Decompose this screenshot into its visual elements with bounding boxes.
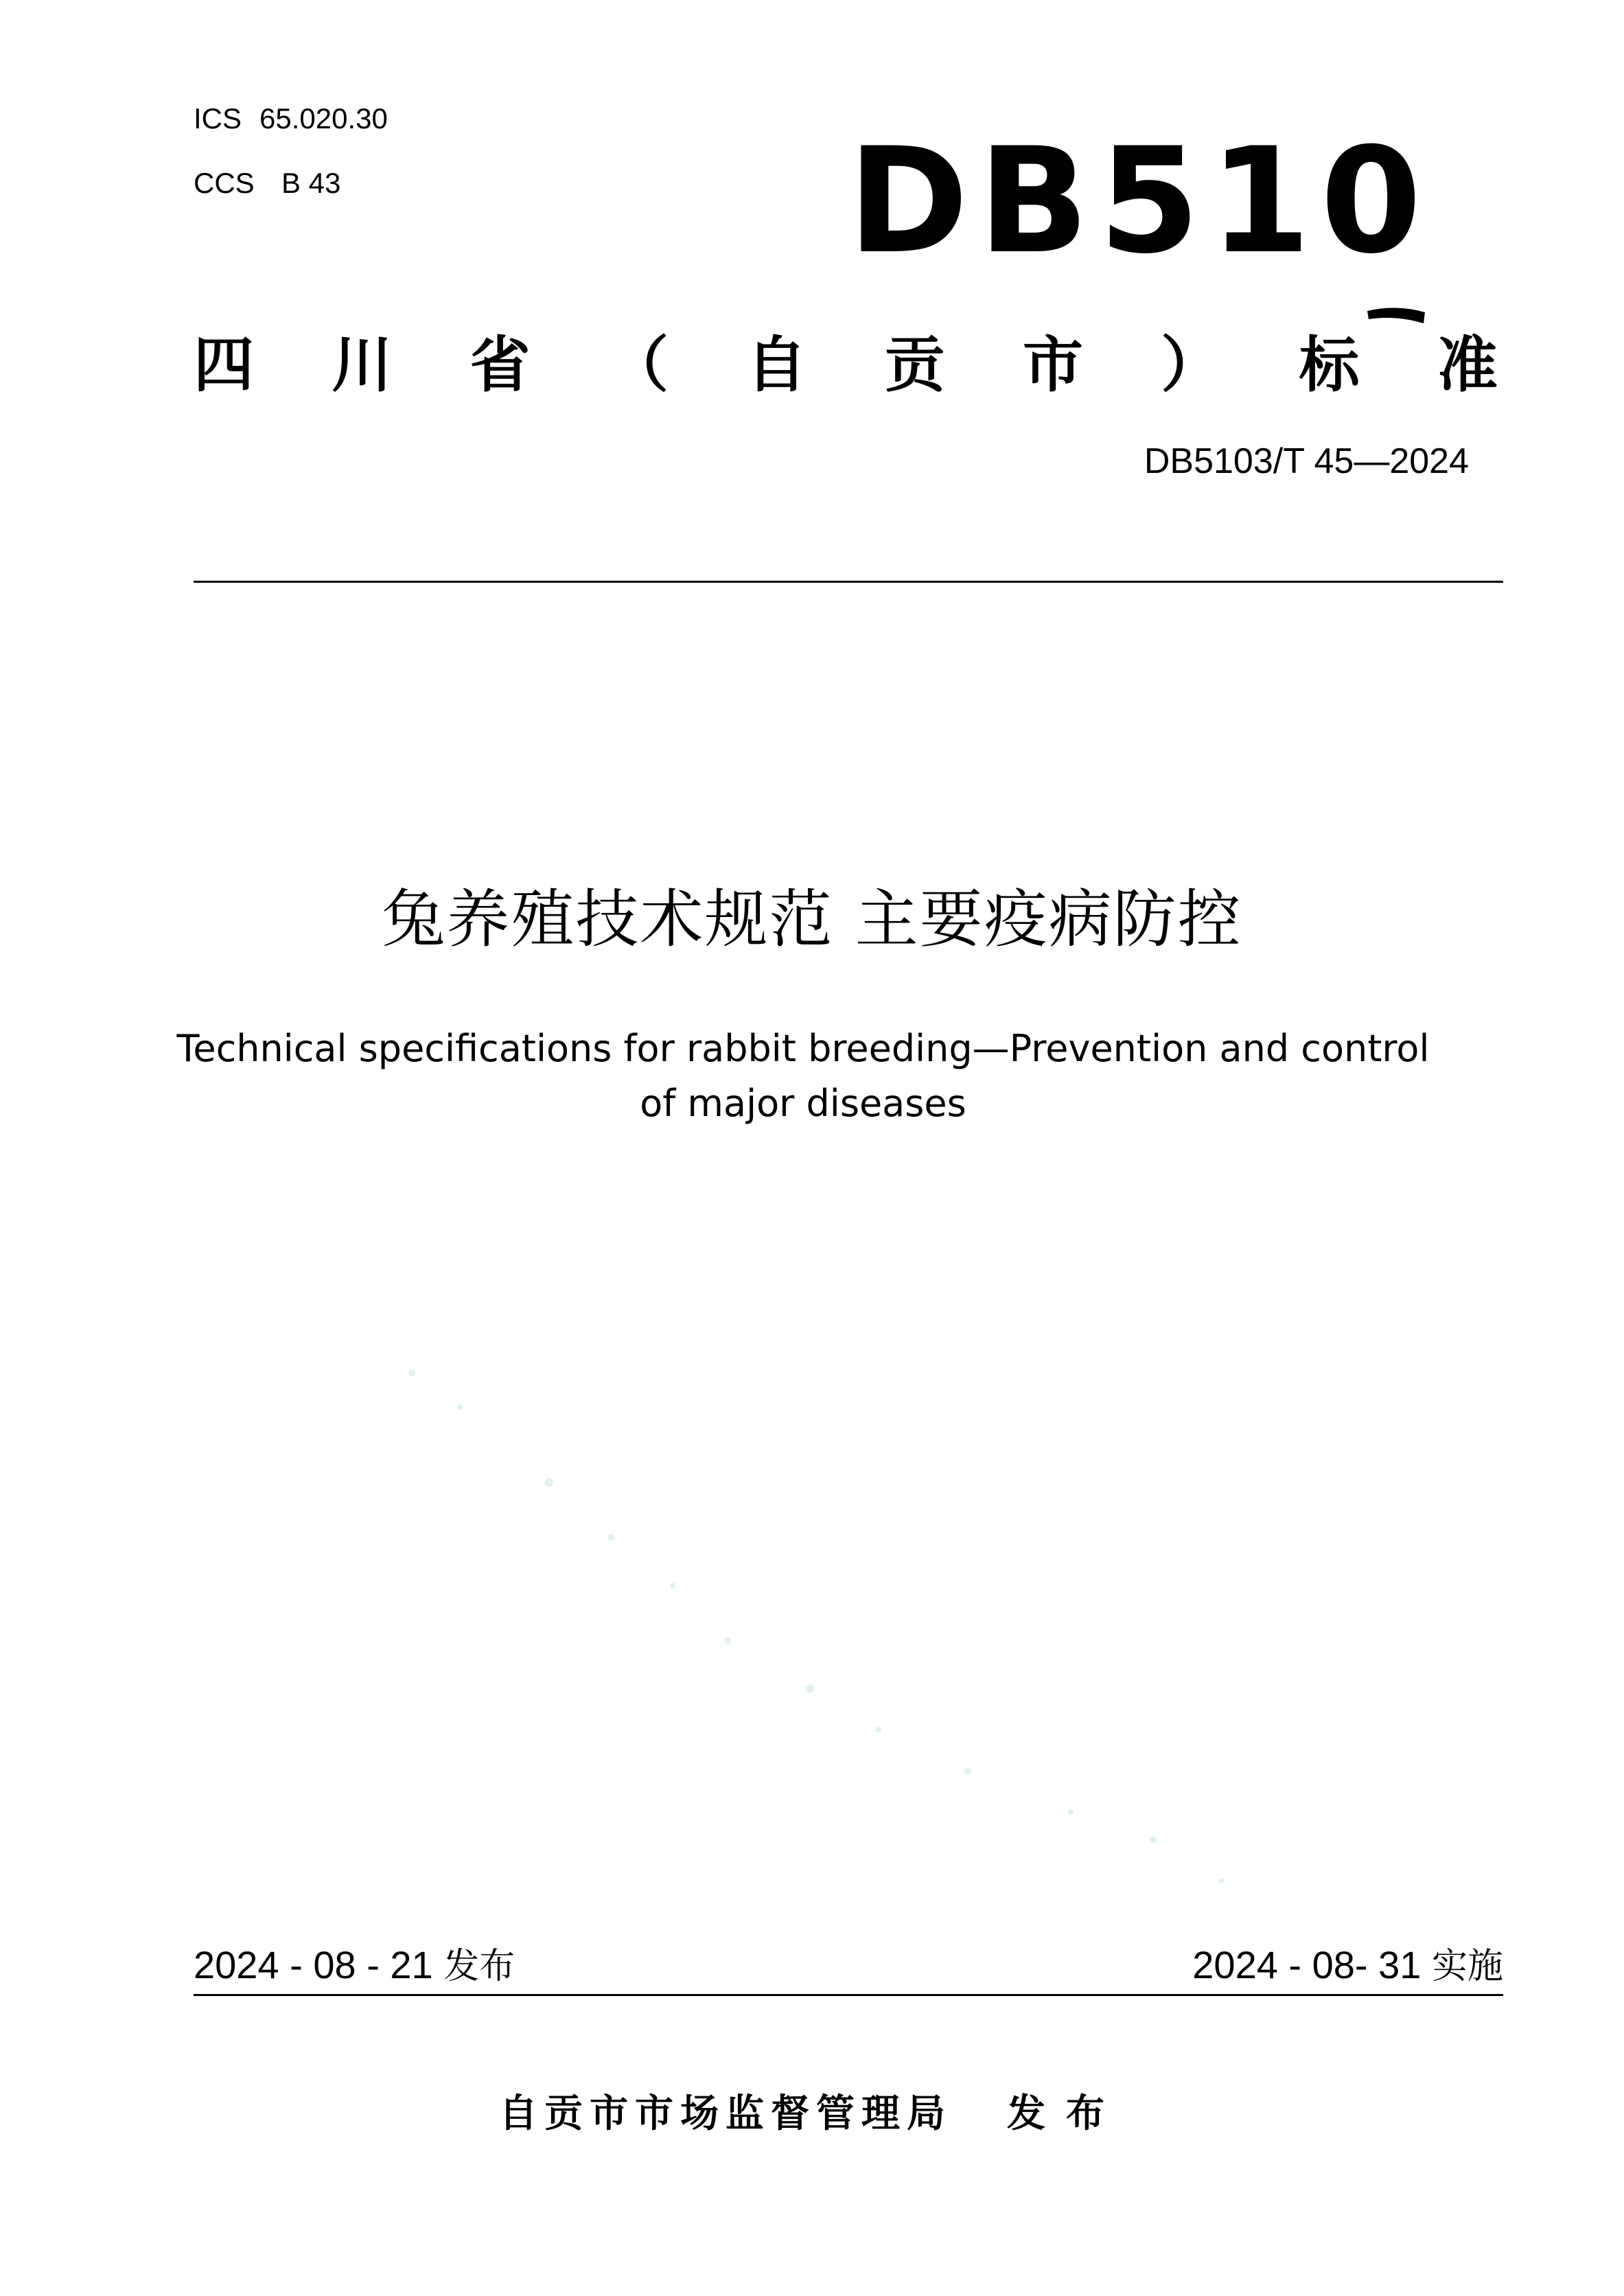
ccs-value: B 43 — [281, 167, 341, 199]
issue-date-label: 发布 — [443, 1946, 515, 1987]
category-char: 省 — [469, 329, 531, 400]
standard-category — [194, 323, 1498, 398]
implementation-date-label: 实施 — [1431, 1946, 1503, 1987]
category-char: 标 — [1299, 329, 1360, 400]
issue-date-value: 2024 - 08 - 21 — [194, 1943, 433, 1986]
category-char: ） — [1161, 329, 1222, 400]
category-char: 市 — [1022, 329, 1083, 400]
category-char: 川 — [332, 329, 393, 400]
ics-code — [194, 102, 388, 136]
footer-divider — [194, 1994, 1503, 1996]
publisher — [0, 2087, 1624, 2142]
publisher-action: 发布 — [1007, 2091, 1125, 2136]
standard-number: DB5103/T 45—2024 — [1144, 441, 1469, 481]
ics-value: 65.020.30 — [259, 102, 388, 135]
category-char: 准 — [1437, 329, 1498, 400]
title-english — [124, 1021, 1483, 1131]
title-english-line1: Technical specifications for rabbit breeding—Prevention and control — [176, 1027, 1430, 1070]
implementation-date — [1192, 1943, 1503, 1989]
category-char: 四 — [194, 329, 255, 400]
title-chinese: 兔养殖技术规范 主要疫病防控 — [382, 883, 1242, 956]
category-char: 贡 — [884, 329, 945, 400]
ics-label: ICS — [194, 102, 242, 135]
implementation-date-value: 2024 - 08- 31 — [1192, 1943, 1422, 1986]
ccs-code — [194, 166, 340, 200]
title-english-line2: of major diseases — [640, 1082, 966, 1125]
category-char: （ — [607, 329, 669, 400]
watermark-dots — [384, 1359, 1277, 1908]
ccs-label: CCS — [194, 167, 255, 199]
issue-date — [194, 1943, 515, 1989]
header-divider — [194, 581, 1503, 583]
category-char: 自 — [746, 329, 807, 400]
db-code: DB510 — [848, 116, 1432, 286]
publisher-name: 自贡市市场监督管理局 — [499, 2091, 952, 2136]
